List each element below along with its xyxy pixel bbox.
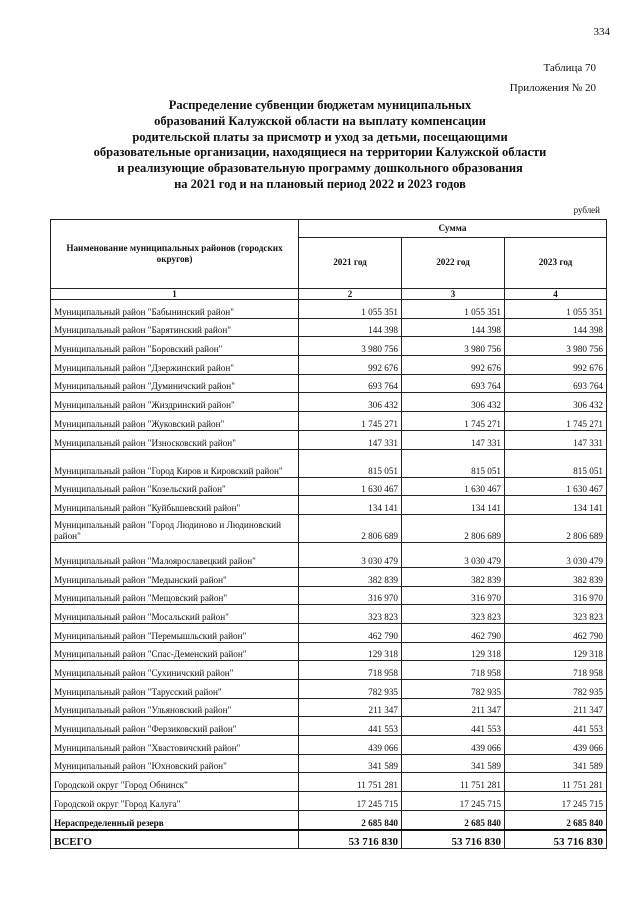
- amount-2022: 439 066: [402, 736, 505, 755]
- page-number: 334: [593, 26, 610, 38]
- district-name: Муниципальный район "Город Киров и Кировский район": [51, 449, 299, 477]
- district-name: Муниципальный район "Куйбышевский район": [51, 496, 299, 515]
- table-row: [51, 698, 607, 717]
- column-number: 3: [402, 289, 505, 300]
- district-name: ВСЕГО: [51, 830, 299, 849]
- amount-2021: 782 935: [299, 680, 402, 699]
- amount-2022: 462 790: [402, 623, 505, 642]
- table-row: [51, 661, 607, 680]
- amount-2023: 1 745 271: [505, 412, 607, 431]
- title-line: на 2021 год и на плановый период 2022 и 2023 годов: [174, 176, 466, 191]
- amount-2022: 323 823: [402, 605, 505, 624]
- amount-2023: 992 676: [505, 356, 607, 375]
- amount-2022: 316 970: [402, 586, 505, 605]
- amount-2023: 3 030 479: [505, 542, 607, 567]
- amount-2023: 718 958: [505, 661, 607, 680]
- amount-2021: 323 823: [299, 605, 402, 624]
- column-number: 2: [299, 289, 402, 300]
- district-name: Муниципальный район "Боровский район": [51, 337, 299, 356]
- district-name: Муниципальный район "Думиничский район": [51, 374, 299, 393]
- table-row: [51, 717, 607, 736]
- table-row: [51, 542, 607, 567]
- header-year-2021: 2021 год: [299, 237, 402, 288]
- amount-2022: 3 980 756: [402, 337, 505, 356]
- district-name: Муниципальный район "Ферзиковский район": [51, 717, 299, 736]
- district-name: Муниципальный район "Козельский район": [51, 477, 299, 496]
- amount-2023: 341 589: [505, 754, 607, 773]
- amount-2022: 782 935: [402, 680, 505, 699]
- district-name: Муниципальный район "Хвастовичский район": [51, 736, 299, 755]
- table-row: [51, 830, 607, 849]
- table-label: Таблица 70: [543, 62, 596, 74]
- amount-2021: 2 806 689: [299, 514, 402, 542]
- amount-2021: 17 245 715: [299, 792, 402, 811]
- table-row: [51, 736, 607, 755]
- table-row: [51, 754, 607, 773]
- header-name-column: Наименование муниципальных районов (городских округов): [51, 220, 299, 289]
- table-row: [51, 430, 607, 449]
- amount-2021: 439 066: [299, 736, 402, 755]
- table-row: [51, 412, 607, 431]
- table-row: [51, 623, 607, 642]
- amount-2021: 382 839: [299, 567, 402, 586]
- column-number: 4: [505, 289, 607, 300]
- amount-2021: 147 331: [299, 430, 402, 449]
- district-name: Муниципальный район "Дзержинский район": [51, 356, 299, 375]
- table-row: [51, 792, 607, 811]
- district-name: Городской округ "Город Обнинск": [51, 773, 299, 792]
- amount-2021: 134 141: [299, 496, 402, 515]
- table-row: [51, 477, 607, 496]
- amount-2021: 211 347: [299, 698, 402, 717]
- table-row: [51, 567, 607, 586]
- amount-2021: 306 432: [299, 393, 402, 412]
- table-row: [51, 496, 607, 515]
- amount-2023: 782 935: [505, 680, 607, 699]
- amount-2022: 3 030 479: [402, 542, 505, 567]
- amount-2023: 134 141: [505, 496, 607, 515]
- table-row: [51, 374, 607, 393]
- amount-2021: 718 958: [299, 661, 402, 680]
- amount-2021: 316 970: [299, 586, 402, 605]
- amount-2023: 693 764: [505, 374, 607, 393]
- amount-2023: 815 051: [505, 449, 607, 477]
- amount-2023: 1 055 351: [505, 300, 607, 319]
- district-name: Муниципальный район "Жуковский район": [51, 412, 299, 431]
- district-name: Муниципальный район "Перемышльский район": [51, 623, 299, 642]
- amount-2021: 1 745 271: [299, 412, 402, 431]
- amount-2022: 2 806 689: [402, 514, 505, 542]
- amount-2022: 1 630 467: [402, 477, 505, 496]
- amount-2022: 134 141: [402, 496, 505, 515]
- amount-2022: 2 685 840: [402, 810, 505, 829]
- district-name: Муниципальный район "Ульяновский район": [51, 698, 299, 717]
- table-row: [51, 773, 607, 792]
- amount-2022: 1 055 351: [402, 300, 505, 319]
- column-number: 1: [51, 289, 299, 300]
- district-name: Муниципальный район "Барятинский район": [51, 318, 299, 337]
- amount-2021: 441 553: [299, 717, 402, 736]
- district-name: Нераспределенный резерв: [51, 810, 299, 829]
- district-name: Муниципальный район "Износковский район": [51, 430, 299, 449]
- amount-2022: 306 432: [402, 393, 505, 412]
- header-sum: Сумма: [299, 220, 607, 238]
- table-row: [51, 393, 607, 412]
- amount-2022: 53 716 830: [402, 830, 505, 849]
- table-row: [51, 642, 607, 661]
- header-year-2022: 2022 год: [402, 237, 505, 288]
- amount-2023: 1 630 467: [505, 477, 607, 496]
- table-row: [51, 605, 607, 624]
- amount-2021: 1 055 351: [299, 300, 402, 319]
- amount-2023: 306 432: [505, 393, 607, 412]
- units-label: рублей: [573, 205, 600, 215]
- amount-2023: 382 839: [505, 567, 607, 586]
- district-name: Городской округ "Город Калуга": [51, 792, 299, 811]
- table-row: [51, 680, 607, 699]
- amount-2023: 144 398: [505, 318, 607, 337]
- district-name: Муниципальный район "Тарусский район": [51, 680, 299, 699]
- amount-2021: 1 630 467: [299, 477, 402, 496]
- district-name: Муниципальный район "Жиздринский район": [51, 393, 299, 412]
- amount-2021: 144 398: [299, 318, 402, 337]
- district-name: Муниципальный район "Малоярославецкий район": [51, 542, 299, 567]
- title-line: родительской платы за присмотр и уход за детьми, посещающими: [132, 129, 508, 144]
- title-line: и реализующие образовательную программу дошкольного образования: [117, 161, 523, 176]
- amount-2023: 211 347: [505, 698, 607, 717]
- amount-2022: 382 839: [402, 567, 505, 586]
- district-name: Муниципальный район "Спас-Деменский район": [51, 642, 299, 661]
- amount-2022: 129 318: [402, 642, 505, 661]
- appendix-label: Приложения № 20: [509, 82, 596, 94]
- table-row: [51, 514, 607, 542]
- amount-2021: 2 685 840: [299, 810, 402, 829]
- amount-2022: 815 051: [402, 449, 505, 477]
- amount-2023: 3 980 756: [505, 337, 607, 356]
- table-row: [51, 449, 607, 477]
- district-name: Муниципальный район "Сухиничский район": [51, 661, 299, 680]
- amount-2022: 441 553: [402, 717, 505, 736]
- amount-2023: 462 790: [505, 623, 607, 642]
- district-name: Муниципальный район "Мосальский район": [51, 605, 299, 624]
- amount-2021: 462 790: [299, 623, 402, 642]
- district-name: Муниципальный район "Юхновский район": [51, 754, 299, 773]
- table-row: [51, 356, 607, 375]
- amount-2021: 341 589: [299, 754, 402, 773]
- table-row: [51, 586, 607, 605]
- table-row: [51, 318, 607, 337]
- amount-2023: 316 970: [505, 586, 607, 605]
- district-name: Муниципальный район "Город Людиново и Людиновский район": [51, 514, 299, 542]
- amount-2022: 144 398: [402, 318, 505, 337]
- amount-2023: 441 553: [505, 717, 607, 736]
- amount-2021: 3 980 756: [299, 337, 402, 356]
- amount-2022: 718 958: [402, 661, 505, 680]
- amount-2021: 693 764: [299, 374, 402, 393]
- amount-2023: 53 716 830: [505, 830, 607, 849]
- title-line: образований Калужской области на выплату компенсации: [154, 113, 486, 128]
- amount-2022: 211 347: [402, 698, 505, 717]
- amount-2023: 129 318: [505, 642, 607, 661]
- amount-2023: 2 806 689: [505, 514, 607, 542]
- title-line: образовательные организации, находящиеся на территории Калужской области: [93, 145, 547, 160]
- amount-2022: 1 745 271: [402, 412, 505, 431]
- header-year-2023: 2023 год: [505, 237, 607, 288]
- amount-2022: 992 676: [402, 356, 505, 375]
- amount-2022: 17 245 715: [402, 792, 505, 811]
- amount-2023: 11 751 281: [505, 773, 607, 792]
- table-body: [51, 300, 607, 849]
- amount-2021: 11 751 281: [299, 773, 402, 792]
- amount-2023: 17 245 715: [505, 792, 607, 811]
- table-row: [51, 300, 607, 319]
- amount-2021: 815 051: [299, 449, 402, 477]
- amount-2022: 11 751 281: [402, 773, 505, 792]
- amount-2021: 3 030 479: [299, 542, 402, 567]
- amount-2021: 129 318: [299, 642, 402, 661]
- district-name: Муниципальный район "Медынский район": [51, 567, 299, 586]
- document-title: [60, 98, 580, 193]
- district-name: Муниципальный район "Бабынинский район": [51, 300, 299, 319]
- amount-2021: 53 716 830: [299, 830, 402, 849]
- table-row: [51, 337, 607, 356]
- amount-2022: 693 764: [402, 374, 505, 393]
- district-name: Муниципальный район "Мещовский район": [51, 586, 299, 605]
- title-line: Распределение субвенции бюджетам муниципальных: [168, 98, 472, 112]
- table-row: [51, 810, 607, 829]
- amount-2022: 147 331: [402, 430, 505, 449]
- amount-2023: 439 066: [505, 736, 607, 755]
- amount-2023: 323 823: [505, 605, 607, 624]
- subsidy-table: [50, 219, 607, 849]
- amount-2022: 341 589: [402, 754, 505, 773]
- amount-2023: 147 331: [505, 430, 607, 449]
- amount-2023: 2 685 840: [505, 810, 607, 829]
- amount-2021: 992 676: [299, 356, 402, 375]
